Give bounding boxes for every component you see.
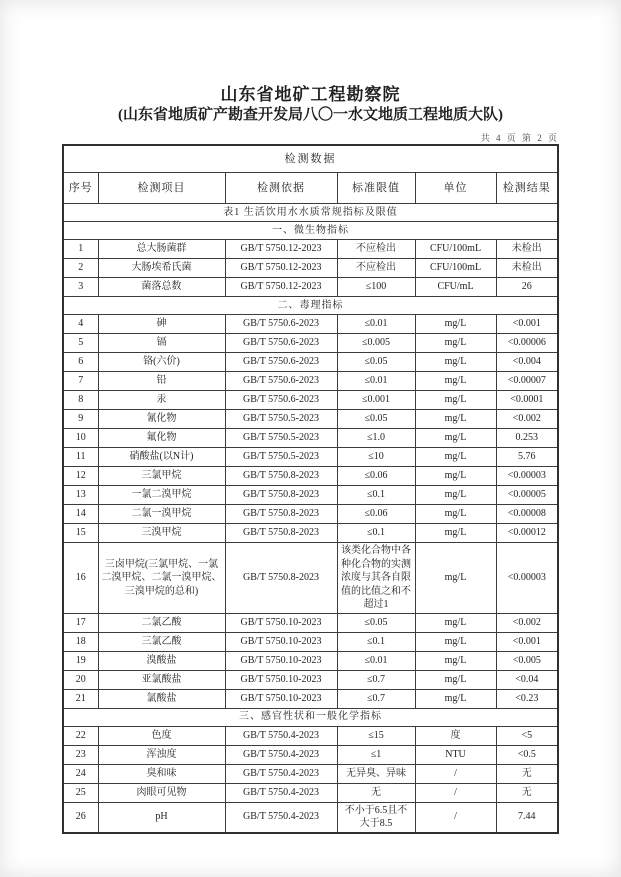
cell-item: 二氯一溴甲烷 bbox=[98, 505, 225, 524]
cell-no: 17 bbox=[63, 613, 98, 632]
table-row bbox=[63, 391, 558, 410]
cell-result: 未检出 bbox=[496, 240, 558, 259]
cell-result: <0.04 bbox=[496, 670, 558, 689]
cell-result: <0.00012 bbox=[496, 524, 558, 543]
cell-method: GB/T 5750.5-2023 bbox=[225, 429, 337, 448]
cell-item: 三溴甲烷 bbox=[98, 524, 225, 543]
table-caption: 表1 生活饮用水水质常规指标及限值 bbox=[63, 204, 558, 222]
table-row bbox=[63, 783, 558, 802]
cell-item: 浑浊度 bbox=[98, 745, 225, 764]
cell-unit: mg/L bbox=[415, 524, 496, 543]
cell-unit: mg/L bbox=[415, 391, 496, 410]
cell-item: 硝酸盐(以N计) bbox=[98, 448, 225, 467]
cell-item: 菌落总数 bbox=[98, 278, 225, 297]
cell-limit: ≤0.05 bbox=[337, 410, 415, 429]
cell-limit: 无 bbox=[337, 783, 415, 802]
table-row bbox=[63, 486, 558, 505]
cell-result: 无 bbox=[496, 764, 558, 783]
cell-method: GB/T 5750.10-2023 bbox=[225, 670, 337, 689]
cell-item: 三氯甲烷 bbox=[98, 467, 225, 486]
cell-unit: mg/L bbox=[415, 613, 496, 632]
cell-no: 18 bbox=[63, 632, 98, 651]
cell-limit: ≤0.01 bbox=[337, 651, 415, 670]
cell-result: <0.002 bbox=[496, 613, 558, 632]
cell-unit: mg/L bbox=[415, 448, 496, 467]
cell-unit: 度 bbox=[415, 726, 496, 745]
column-header-no: 序号 bbox=[63, 173, 98, 204]
cell-limit: ≤0.005 bbox=[337, 334, 415, 353]
cell-no: 12 bbox=[63, 467, 98, 486]
report-table bbox=[62, 144, 559, 834]
cell-method: GB/T 5750.10-2023 bbox=[225, 651, 337, 670]
cell-method: GB/T 5750.4-2023 bbox=[225, 726, 337, 745]
cell-limit: ≤100 bbox=[337, 278, 415, 297]
table-row bbox=[63, 670, 558, 689]
cell-method: GB/T 5750.6-2023 bbox=[225, 334, 337, 353]
table-row bbox=[63, 467, 558, 486]
cell-limit: ≤0.05 bbox=[337, 353, 415, 372]
cell-no: 3 bbox=[63, 278, 98, 297]
page-number: 共 4 页 第 2 页 bbox=[480, 133, 559, 143]
table-row bbox=[63, 278, 558, 297]
cell-no: 24 bbox=[63, 764, 98, 783]
cell-result: <0.5 bbox=[496, 745, 558, 764]
cell-unit: mg/L bbox=[415, 353, 496, 372]
cell-item: 臭和味 bbox=[98, 764, 225, 783]
cell-result: <0.001 bbox=[496, 632, 558, 651]
section-header: 二、毒理指标 bbox=[63, 297, 558, 315]
table-row bbox=[63, 505, 558, 524]
report-table-wrap bbox=[62, 144, 558, 834]
cell-method: GB/T 5750.4-2023 bbox=[225, 764, 337, 783]
cell-unit: mg/L bbox=[415, 410, 496, 429]
cell-unit: mg/L bbox=[415, 467, 496, 486]
cell-limit: ≤0.001 bbox=[337, 391, 415, 410]
cell-no: 4 bbox=[63, 315, 98, 334]
cell-unit: mg/L bbox=[415, 689, 496, 708]
cell-method: GB/T 5750.10-2023 bbox=[225, 632, 337, 651]
cell-result: <0.004 bbox=[496, 353, 558, 372]
table-title-row bbox=[63, 145, 558, 173]
cell-unit: mg/L bbox=[415, 670, 496, 689]
cell-method: GB/T 5750.5-2023 bbox=[225, 448, 337, 467]
cell-limit: 不应检出 bbox=[337, 259, 415, 278]
cell-item: 氟化物 bbox=[98, 429, 225, 448]
cell-no: 19 bbox=[63, 651, 98, 670]
column-header-row bbox=[63, 173, 558, 204]
table-row bbox=[63, 410, 558, 429]
cell-method: GB/T 5750.8-2023 bbox=[225, 524, 337, 543]
cell-result: 0.253 bbox=[496, 429, 558, 448]
cell-limit: ≤0.7 bbox=[337, 670, 415, 689]
cell-method: GB/T 5750.6-2023 bbox=[225, 315, 337, 334]
cell-method: GB/T 5750.8-2023 bbox=[225, 505, 337, 524]
table-row bbox=[63, 353, 558, 372]
cell-no: 14 bbox=[63, 505, 98, 524]
cell-result: <0.23 bbox=[496, 689, 558, 708]
cell-method: GB/T 5750.12-2023 bbox=[225, 240, 337, 259]
table-head bbox=[63, 145, 558, 204]
cell-method: GB/T 5750.5-2023 bbox=[225, 410, 337, 429]
cell-limit: ≤1.0 bbox=[337, 429, 415, 448]
table-row bbox=[63, 613, 558, 632]
cell-unit: mg/L bbox=[415, 372, 496, 391]
cell-no: 23 bbox=[63, 745, 98, 764]
cell-no: 5 bbox=[63, 334, 98, 353]
cell-limit: 不小于6.5且不大于8.5 bbox=[337, 802, 415, 833]
cell-limit: ≤0.1 bbox=[337, 486, 415, 505]
cell-method: GB/T 5750.8-2023 bbox=[225, 543, 337, 614]
table-row bbox=[63, 448, 558, 467]
cell-item: 色度 bbox=[98, 726, 225, 745]
cell-method: GB/T 5750.10-2023 bbox=[225, 613, 337, 632]
org-title: 山东省地矿工程勘察院 bbox=[220, 85, 401, 104]
cell-item: 总大肠菌群 bbox=[98, 240, 225, 259]
cell-unit: / bbox=[415, 802, 496, 833]
cell-item: pH bbox=[98, 802, 225, 833]
cell-result: <5 bbox=[496, 726, 558, 745]
cell-unit: mg/L bbox=[415, 505, 496, 524]
cell-result: <0.002 bbox=[496, 410, 558, 429]
table-row bbox=[63, 651, 558, 670]
cell-result: 未检出 bbox=[496, 259, 558, 278]
cell-item: 一氯二溴甲烷 bbox=[98, 486, 225, 505]
table-row bbox=[63, 429, 558, 448]
cell-item: 汞 bbox=[98, 391, 225, 410]
cell-no: 6 bbox=[63, 353, 98, 372]
section-header: 三、感官性状和一般化学指标 bbox=[63, 708, 558, 726]
cell-limit: 无异臭、异味 bbox=[337, 764, 415, 783]
cell-no: 9 bbox=[63, 410, 98, 429]
cell-result: 5.76 bbox=[496, 448, 558, 467]
cell-limit: ≤0.01 bbox=[337, 372, 415, 391]
cell-item: 铬(六价) bbox=[98, 353, 225, 372]
cell-no: 13 bbox=[63, 486, 98, 505]
cell-limit: ≤0.06 bbox=[337, 505, 415, 524]
column-header-limit: 标准限值 bbox=[337, 173, 415, 204]
cell-result: <0.00006 bbox=[496, 334, 558, 353]
cell-method: GB/T 5750.12-2023 bbox=[225, 259, 337, 278]
cell-item: 三氯乙酸 bbox=[98, 632, 225, 651]
cell-item: 溴酸盐 bbox=[98, 651, 225, 670]
cell-method: GB/T 5750.8-2023 bbox=[225, 486, 337, 505]
cell-method: GB/T 5750.4-2023 bbox=[225, 783, 337, 802]
cell-item: 铅 bbox=[98, 372, 225, 391]
cell-no: 22 bbox=[63, 726, 98, 745]
cell-result: <0.00003 bbox=[496, 543, 558, 614]
cell-unit: CFU/100mL bbox=[415, 240, 496, 259]
cell-limit: ≤10 bbox=[337, 448, 415, 467]
cell-unit: mg/L bbox=[415, 543, 496, 614]
table-row bbox=[63, 334, 558, 353]
cell-limit: ≤15 bbox=[337, 726, 415, 745]
cell-no: 1 bbox=[63, 240, 98, 259]
cell-limit: ≤0.06 bbox=[337, 467, 415, 486]
cell-no: 21 bbox=[63, 689, 98, 708]
section-header-row bbox=[63, 297, 558, 315]
column-header-unit: 单位 bbox=[415, 173, 496, 204]
table-row bbox=[63, 372, 558, 391]
table-row bbox=[63, 524, 558, 543]
cell-result: <0.001 bbox=[496, 315, 558, 334]
cell-method: GB/T 5750.6-2023 bbox=[225, 391, 337, 410]
cell-limit: ≤0.05 bbox=[337, 613, 415, 632]
cell-result: <0.00003 bbox=[496, 467, 558, 486]
cell-limit: ≤1 bbox=[337, 745, 415, 764]
table-row bbox=[63, 240, 558, 259]
cell-limit: 不应检出 bbox=[337, 240, 415, 259]
section-header-row bbox=[63, 708, 558, 726]
cell-result: <0.00008 bbox=[496, 505, 558, 524]
cell-unit: mg/L bbox=[415, 632, 496, 651]
cell-result: <0.00007 bbox=[496, 372, 558, 391]
cell-result: <0.005 bbox=[496, 651, 558, 670]
table-caption-row bbox=[63, 204, 558, 222]
cell-method: GB/T 5750.6-2023 bbox=[225, 353, 337, 372]
cell-method: GB/T 5750.6-2023 bbox=[225, 372, 337, 391]
cell-no: 25 bbox=[63, 783, 98, 802]
cell-result: <0.0001 bbox=[496, 391, 558, 410]
cell-item: 氰化物 bbox=[98, 410, 225, 429]
cell-unit: / bbox=[415, 764, 496, 783]
section-header-row bbox=[63, 222, 558, 240]
cell-unit: mg/L bbox=[415, 651, 496, 670]
table-row bbox=[63, 315, 558, 334]
cell-item: 大肠埃希氏菌 bbox=[98, 259, 225, 278]
cell-no: 8 bbox=[63, 391, 98, 410]
table-title: 检测数据 bbox=[63, 145, 558, 173]
cell-method: GB/T 5750.12-2023 bbox=[225, 278, 337, 297]
cell-item: 肉眼可见物 bbox=[98, 783, 225, 802]
cell-method: GB/T 5750.8-2023 bbox=[225, 467, 337, 486]
table-row bbox=[63, 632, 558, 651]
cell-item: 镉 bbox=[98, 334, 225, 353]
cell-limit: ≤0.1 bbox=[337, 632, 415, 651]
cell-unit: mg/L bbox=[415, 315, 496, 334]
cell-limit: ≤0.1 bbox=[337, 524, 415, 543]
table-row bbox=[63, 689, 558, 708]
cell-item: 三卤甲烷(三氯甲烷、一氯二溴甲烷、二氯一溴甲烷、三溴甲烷的总和) bbox=[98, 543, 225, 614]
cell-unit: CFU/100mL bbox=[415, 259, 496, 278]
cell-no: 10 bbox=[63, 429, 98, 448]
cell-method: GB/T 5750.4-2023 bbox=[225, 745, 337, 764]
cell-limit: 该类化合物中各种化合物的实测浓度与其各自限值的比值之和不超过1 bbox=[337, 543, 415, 614]
cell-unit: mg/L bbox=[415, 334, 496, 353]
cell-limit: ≤0.7 bbox=[337, 689, 415, 708]
table-row bbox=[63, 802, 558, 833]
cell-item: 二氯乙酸 bbox=[98, 613, 225, 632]
cell-result: 7.44 bbox=[496, 802, 558, 833]
table-row bbox=[63, 543, 558, 614]
table-row bbox=[63, 259, 558, 278]
cell-unit: NTU bbox=[415, 745, 496, 764]
cell-method: GB/T 5750.4-2023 bbox=[225, 802, 337, 833]
table-body bbox=[63, 204, 558, 833]
cell-no: 16 bbox=[63, 543, 98, 614]
cell-no: 15 bbox=[63, 524, 98, 543]
cell-unit: / bbox=[415, 783, 496, 802]
column-header-item: 检测项目 bbox=[98, 173, 225, 204]
cell-unit: mg/L bbox=[415, 486, 496, 505]
table-row bbox=[63, 726, 558, 745]
cell-method: GB/T 5750.10-2023 bbox=[225, 689, 337, 708]
cell-no: 2 bbox=[63, 259, 98, 278]
cell-no: 11 bbox=[63, 448, 98, 467]
cell-result: 无 bbox=[496, 783, 558, 802]
column-header-method: 检测依据 bbox=[225, 173, 337, 204]
cell-item: 亚氯酸盐 bbox=[98, 670, 225, 689]
cell-item: 氯酸盐 bbox=[98, 689, 225, 708]
cell-result: 26 bbox=[496, 278, 558, 297]
cell-no: 7 bbox=[63, 372, 98, 391]
org-subtitle: (山东省地质矿产勘查开发局八〇一水文地质工程地质大队) bbox=[118, 107, 503, 123]
cell-no: 20 bbox=[63, 670, 98, 689]
column-header-result: 检测结果 bbox=[496, 173, 558, 204]
cell-unit: CFU/mL bbox=[415, 278, 496, 297]
cell-unit: mg/L bbox=[415, 429, 496, 448]
cell-item: 砷 bbox=[98, 315, 225, 334]
cell-limit: ≤0.01 bbox=[337, 315, 415, 334]
cell-result: <0.00005 bbox=[496, 486, 558, 505]
table-row bbox=[63, 764, 558, 783]
cell-no: 26 bbox=[63, 802, 98, 833]
table-row bbox=[63, 745, 558, 764]
section-header: 一、微生物指标 bbox=[63, 222, 558, 240]
